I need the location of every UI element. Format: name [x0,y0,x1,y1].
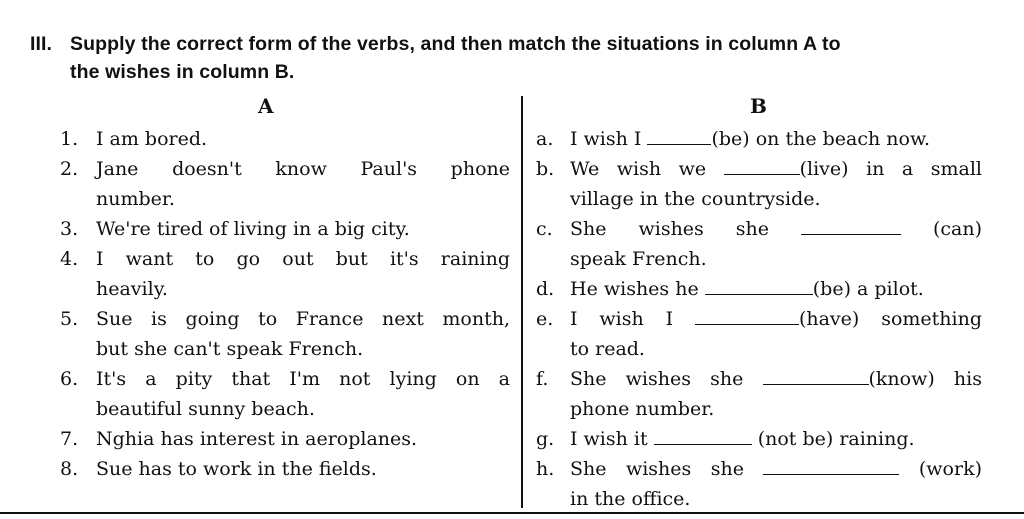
item-text: heavily. [96,278,168,300]
answer-blank [763,458,899,475]
answer-blank [801,218,901,235]
text-before-blank: She wishes she [570,458,764,480]
item-letter: h. [536,458,555,480]
text-after-blank: (be) on the beach now. [711,128,930,150]
item-letter: e. [536,308,554,330]
answer-blank [705,278,813,295]
text-after-blank: (live) in a small [799,158,982,180]
wish-item-g [536,424,982,454]
exercise-instruction [30,30,1000,86]
text-before-blank: I wish it [570,428,654,450]
wish-item-continuation [536,184,982,214]
answer-blank [654,428,752,445]
item-text: I am bored. [96,128,208,150]
item-number: 1. [60,128,79,150]
item-text [570,364,982,394]
item-letter [536,184,570,214]
text-before-blank: She wishes she [570,368,763,390]
item-letter [536,244,570,274]
item-text [570,154,982,184]
situation-item-6 [60,364,510,394]
item-text [570,124,982,154]
answer-blank [695,308,799,325]
item-letter: g. [536,428,555,450]
item-letter: d. [536,278,555,300]
answer-blank [763,368,869,385]
text-after-blank: (be) a pilot. [812,278,924,300]
item-letter [536,394,570,424]
item-text: I want to go out but it's raining [96,248,510,270]
situation-item-8 [60,454,510,484]
instruction-line-2: the wishes in column B. [70,61,295,83]
item-letter: f. [536,368,549,390]
situation-item-5 [60,334,510,364]
item-number [60,184,96,214]
item-number: 2. [60,158,79,180]
item-text: beautiful sunny beach. [96,398,315,420]
item-text: Sue has to work in the fields. [96,458,377,480]
item-text-continued: in the office. [570,488,691,510]
text-before-blank: We wish we [570,158,724,180]
item-text [570,214,982,244]
text-before-blank: I wish I [570,308,695,330]
item-text-continued: phone number. [570,398,715,420]
item-number: 7. [60,428,79,450]
text-before-blank: He wishes he [570,278,705,300]
column-a-list [60,124,510,484]
item-text-continued: to read. [570,338,645,360]
text-after-blank: (work) [899,458,982,480]
situation-item-1 [60,124,510,154]
wish-item-continuation [536,394,982,424]
situation-item-3 [60,214,510,244]
item-text [570,424,982,454]
item-number: 4. [60,248,79,270]
text-before-blank: I wish I [570,128,648,150]
item-text: It's a pity that I'm not lying on a [96,368,510,390]
text-after-blank: (can) [900,218,982,240]
wish-item-continuation [536,484,982,514]
item-number: 5. [60,308,79,330]
wish-item-e [536,304,982,334]
situation-item-4 [60,244,510,274]
wish-item-b [536,154,982,184]
wish-item-continuation [536,334,982,364]
item-text: but she can't speak French. [96,338,364,360]
column-divider [521,96,523,508]
item-text-continued: village in the countryside. [570,188,821,210]
situation-item-5 [60,304,510,334]
item-letter [536,484,570,514]
column-a-heading: A [258,94,274,118]
wish-item-h [536,454,982,484]
text-before-blank: She wishes she [570,218,801,240]
answer-blank [724,158,800,175]
item-text: Sue is going to France next month, [96,308,510,330]
situation-item-6 [60,394,510,424]
item-text: Nghia has interest in aeroplanes. [96,428,418,450]
item-number: 3. [60,218,79,240]
situation-item-7 [60,424,510,454]
wish-item-continuation [536,244,982,274]
item-text: We're tired of living in a big city. [96,218,410,240]
item-text [570,274,982,304]
item-number: 6. [60,368,79,390]
item-text [570,304,982,334]
item-text [570,454,982,484]
wish-item-d [536,274,982,304]
item-letter [536,334,570,364]
item-number [60,394,96,424]
text-after-blank: (not be) raining. [751,428,915,450]
item-letter: b. [536,158,555,180]
item-text: Jane doesn't know Paul's phone [96,158,510,180]
wish-item-c [536,214,982,244]
answer-blank [647,128,711,145]
item-text: number. [96,188,175,210]
wish-item-f [536,364,982,394]
text-after-blank: (know) his [868,368,982,390]
item-number [60,334,96,364]
situation-item-2 [60,154,510,184]
item-number [60,274,96,304]
situation-item-2 [60,184,510,214]
item-number: 8. [60,458,79,480]
text-after-blank: (have) something [798,308,982,330]
exercise-number: III. [30,33,53,55]
column-b-heading: B [750,94,767,118]
situation-item-4 [60,274,510,304]
column-b-list [536,124,982,514]
instruction-line-1: Supply the correct form of the verbs, and then match the situations in column A to [70,33,841,55]
item-text-continued: speak French. [570,248,707,270]
wish-item-a [536,124,982,154]
item-letter: a. [536,128,554,150]
item-letter: c. [536,218,553,240]
